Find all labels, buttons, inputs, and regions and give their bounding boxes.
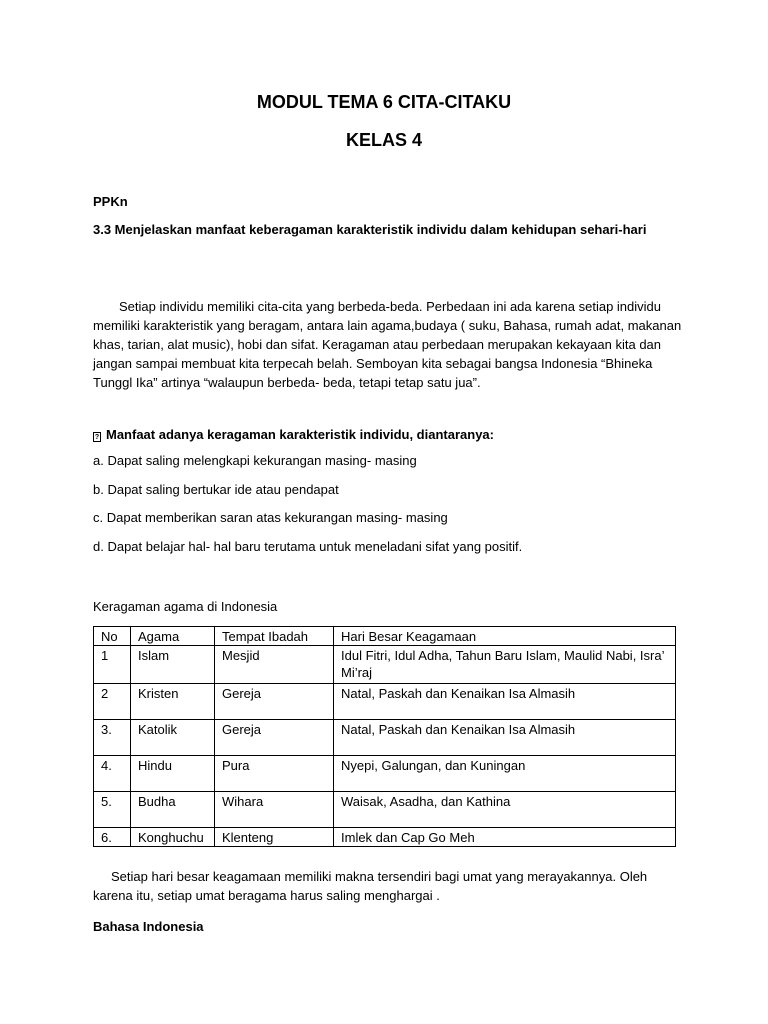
table-cell: Wihara (215, 792, 334, 828)
competency-heading: 3.3 Menjelaskan manfaat keberagaman karakteristik individu dalam kehidupan sehari-hari (93, 222, 647, 237)
table-cell: Kristen (131, 684, 215, 720)
list-item: d. Dapat belajar hal- hal baru terutama untuk meneladani sifat yang positif. (93, 539, 523, 554)
table-row (94, 646, 676, 684)
list-item: c. Dapat memberikan saran atas kekurangan masing- masing (93, 510, 448, 525)
document-class-label: KELAS 4 (345, 130, 423, 150)
table-cell: Natal, Paskah dan Kenaikan Isa Almasih (334, 720, 676, 756)
table-cell: Klenteng (215, 828, 334, 847)
table-row (94, 720, 676, 756)
table-cell: Konghuchu (131, 828, 215, 847)
table-cell: 2 (94, 684, 131, 720)
benefits-list-intro (93, 425, 683, 444)
table-cell: Nyepi, Galungan, dan Kuningan (334, 756, 676, 792)
table-header-cell: Tempat Ibadah (215, 627, 334, 646)
list-item: a. Dapat saling melengkapi kekurangan masing- masing (93, 453, 417, 468)
table-row (94, 828, 676, 847)
table-cell: 6. (94, 828, 131, 847)
table-header-cell: No (94, 627, 131, 646)
table-cell: Gereja (215, 720, 334, 756)
table-cell: 5. (94, 792, 131, 828)
table-header-cell: Agama (131, 627, 215, 646)
table-cell: Waisak, Asadha, dan Kathina (334, 792, 676, 828)
table-cell: Gereja (215, 684, 334, 720)
table-row (94, 756, 676, 792)
document-title: MODUL TEMA 6 CITA-CITAKU (256, 92, 512, 112)
intro-paragraph: Setiap individu memiliki cita-cita yang berbeda-beda. Perbedaan ini ada karena setiap individu memiliki karakteristik yang beragam, antara lain agama,budaya ( suku, Bahasa, rumah adat, makanan khas, tarian, alat music), hobi dan sifat. Keragaman atau perbedaan merupakan kekayaan kita dan jangan sampai membuat kita terpecah belah. Semboyan kita sebagai bangsa Indonesia “Bhineka Tunggl Ika” artinya “walaupun berbeda- beda, tetapi tetap satu jua”. (93, 299, 682, 390)
table-cell: 1 (94, 646, 131, 684)
table-cell: Pura (215, 756, 334, 792)
table-cell: Imlek dan Cap Go Meh (334, 828, 676, 847)
table-cell: Katolik (131, 720, 215, 756)
table-cell: Budha (131, 792, 215, 828)
table-cell: Idul Fitri, Idul Adha, Tahun Baru Islam, Maulid Nabi, Isra’ Mi’raj (334, 646, 676, 684)
benefits-list-intro-text: Manfaat adanya keragaman karakteristik individu, diantaranya: (106, 427, 494, 442)
table-row (94, 792, 676, 828)
table-cell: 3. (94, 720, 131, 756)
next-subject-heading: Bahasa Indonesia (93, 919, 204, 934)
table-caption: Keragaman agama di Indonesia (93, 599, 278, 614)
subject-heading: PPKn (93, 194, 128, 209)
table-cell: Hindu (131, 756, 215, 792)
table-cell: 4. (94, 756, 131, 792)
table-cell: Mesjid (215, 646, 334, 684)
religion-table (93, 626, 676, 847)
table-row (94, 684, 676, 720)
table-header-row (94, 627, 676, 646)
list-item: b. Dapat saling bertukar ide atau pendapat (93, 482, 339, 497)
missing-glyph-icon: ? (94, 434, 100, 441)
closing-paragraph: Setiap hari besar keagamaan memiliki makna tersendiri bagi umat yang merayakannya. Oleh karena itu, setiap umat beragama harus saling menghargai . (93, 869, 648, 903)
table-cell: Natal, Paskah dan Kenaikan Isa Almasih (334, 684, 676, 720)
table-cell: Islam (131, 646, 215, 684)
table-header-cell: Hari Besar Keagamaan (334, 627, 676, 646)
